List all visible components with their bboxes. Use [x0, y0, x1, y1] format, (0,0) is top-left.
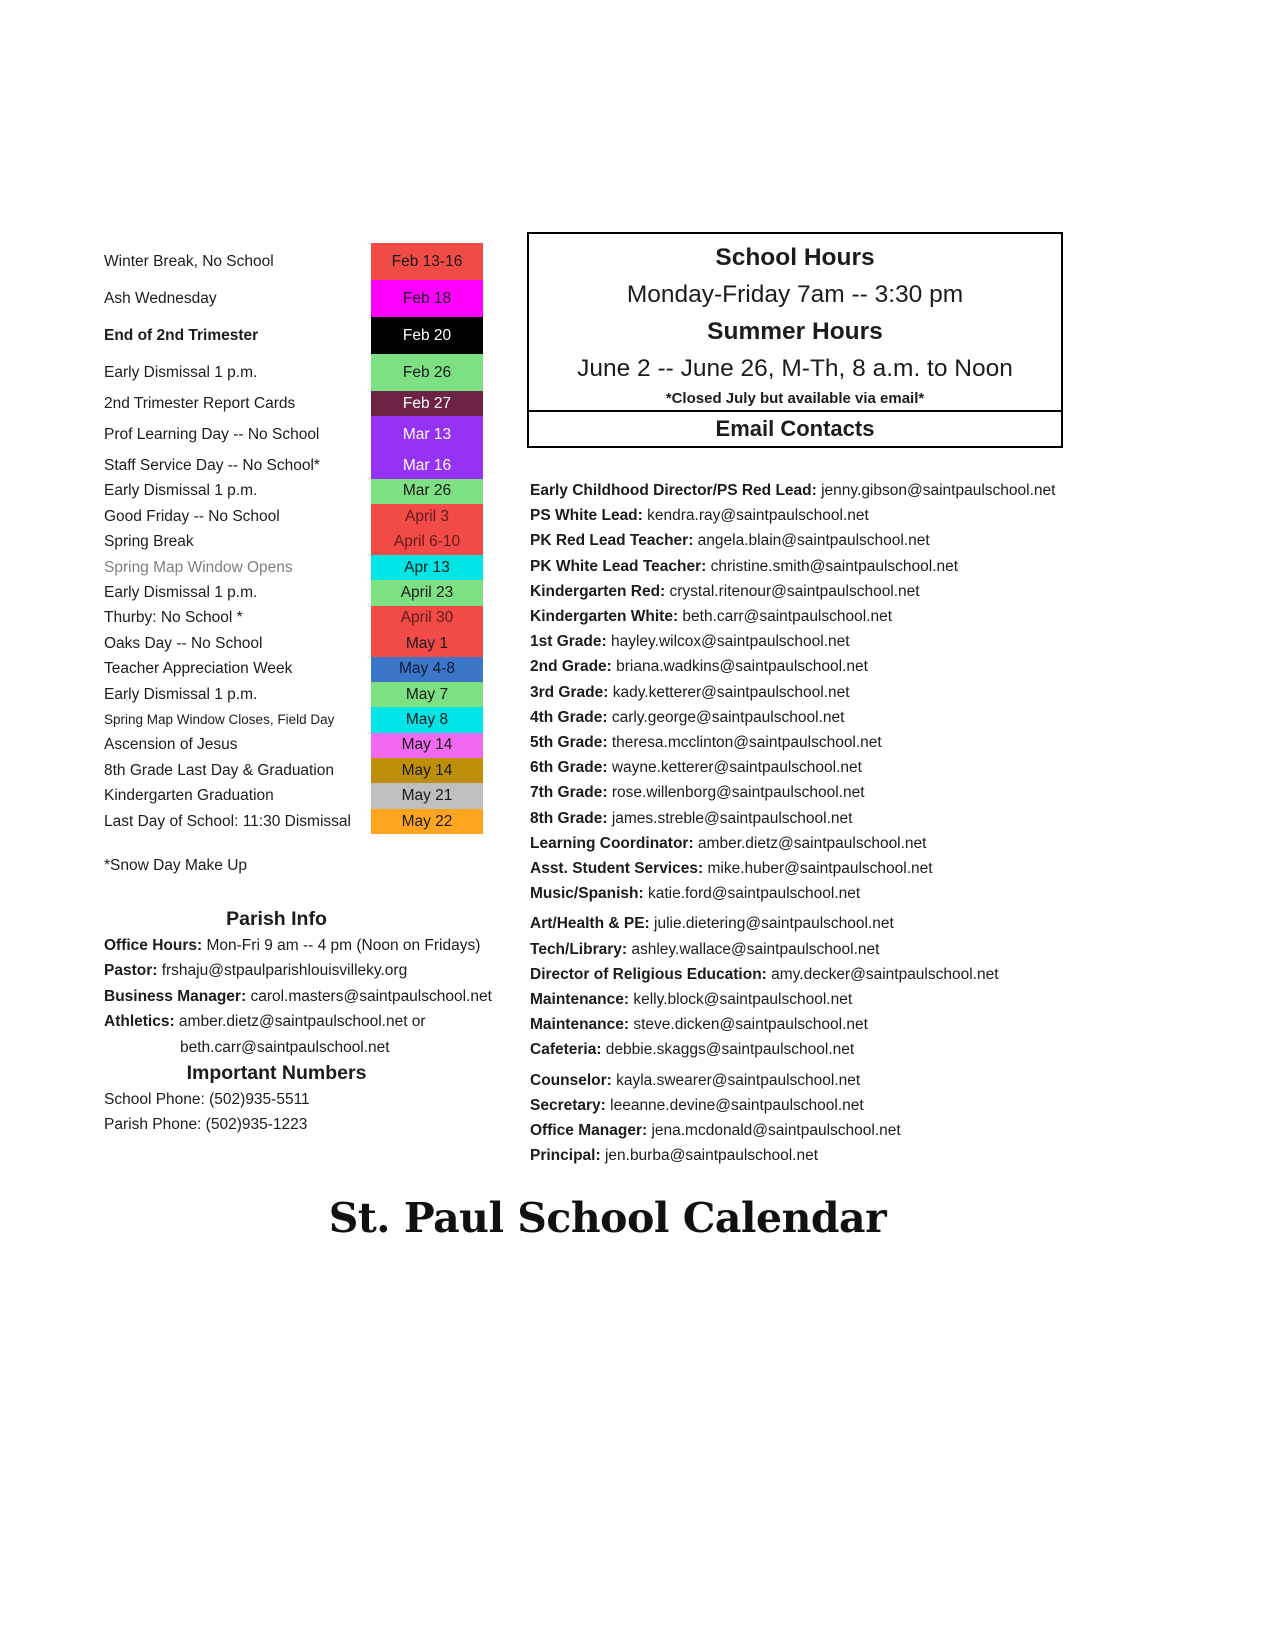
contact-email: james.streble@saintpaulschool.net	[607, 809, 853, 827]
email-contact-line	[530, 554, 1150, 579]
calendar-event-label: Spring Break	[104, 533, 194, 551]
calendar-event-label: 8th Grade Last Day & Graduation	[104, 761, 335, 779]
calendar-date-badge: May 1	[371, 631, 483, 656]
calendar-date-badge: May 14	[371, 758, 483, 783]
calendar-event-label: Thurby: No School *	[104, 609, 243, 627]
calendar-event-label: Spring Map Window Opens	[104, 558, 293, 576]
contact-role-label: Kindergarten Red:	[530, 582, 666, 600]
email-contact-line	[530, 911, 1150, 936]
calendar-row	[104, 580, 483, 605]
calendar-row	[104, 354, 483, 391]
contact-role-label: 6th Grade:	[530, 759, 608, 777]
calendar-event-label: Teacher Appreciation Week	[104, 660, 293, 678]
email-contact-line	[530, 1012, 1150, 1037]
calendar-date-badge: April 3	[371, 504, 483, 529]
calendar-date-badge: Mar 16	[371, 453, 483, 478]
contact-role-label: Music/Spanish:	[530, 885, 644, 903]
email-contacts-list	[530, 478, 1150, 1168]
parish-info-lines	[104, 933, 524, 1060]
calendar-event-label: Ash Wednesday	[104, 289, 217, 307]
contact-role-label: Office Manager:	[530, 1122, 648, 1140]
email-contact-line	[530, 503, 1150, 528]
contact-email: carly.george@saintpaulschool.net	[607, 708, 845, 726]
calendar-row	[104, 391, 483, 416]
calendar-date-badge: May 4-8	[371, 657, 483, 682]
contact-role-label: Tech/Library:	[530, 940, 628, 958]
calendar-event-label: Early Dismissal 1 p.m.	[104, 363, 258, 381]
summer-hours-text: June 2 -- June 26, M-Th, 8 a.m. to Noon	[577, 355, 1013, 382]
calendar-event-label: Staff Service Day -- No School*	[104, 457, 320, 475]
contact-role-label: Cafeteria:	[530, 1041, 602, 1059]
parish-info-heading: Parish Info	[226, 908, 327, 930]
calendar-date-badge: April 6-10	[371, 530, 483, 555]
calendar-event-label: Good Friday -- No School	[104, 507, 280, 525]
parish-role-label: Office Hours:	[104, 937, 203, 954]
calendar-date-badge: Feb 18	[371, 280, 483, 317]
calendar-date-badge: May 7	[371, 682, 483, 707]
calendar-row	[104, 453, 483, 478]
email-contact-line	[530, 806, 1150, 831]
calendar-date-badge: Feb 13-16	[371, 243, 483, 280]
contact-email: kayla.swearer@saintpaulschool.net	[611, 1071, 861, 1089]
email-contact-line	[530, 1093, 1150, 1118]
contact-email: beth.carr@saintpaulschool.net	[678, 608, 893, 626]
snow-day-note: *Snow Day Make Up	[104, 857, 248, 874]
calendar-event-label: 2nd Trimester Report Cards	[104, 394, 296, 412]
contact-email: jenny.gibson@saintpaulschool.net	[816, 482, 1056, 499]
contact-email: kady.ketterer@saintpaulschool.net	[608, 683, 850, 701]
email-contact-line	[530, 730, 1150, 755]
email-contact-line	[530, 755, 1150, 780]
contact-email: jen.burba@saintpaulschool.net	[600, 1147, 819, 1165]
parish-info-line: beth.carr@saintpaulschool.net	[180, 1038, 390, 1056]
calendar-row	[104, 707, 483, 732]
email-contact-line	[530, 987, 1150, 1012]
contact-role-label: Asst. Student Services:	[530, 860, 704, 878]
calendar-date-badge: May 22	[371, 809, 483, 834]
contact-role-label: Maintenance:	[530, 1016, 630, 1034]
email-contacts-header-box	[527, 410, 1063, 448]
email-contact-line	[530, 1037, 1150, 1062]
school-hours-box	[527, 232, 1063, 412]
contact-email: rose.willenborg@saintpaulschool.net	[607, 784, 865, 802]
calendar-row	[104, 530, 483, 555]
email-contact-line	[530, 654, 1150, 679]
important-numbers-lines	[104, 1087, 524, 1138]
calendar-date-badge: April 30	[371, 606, 483, 631]
parish-info-section	[104, 906, 524, 1138]
contact-email: amber.dietz@saintpaulschool.net	[693, 834, 927, 852]
calendar-date-badge: Feb 26	[371, 354, 483, 391]
parish-role-label: Pastor:	[104, 962, 158, 980]
contact-email: angela.blain@saintpaulschool.net	[693, 532, 930, 550]
contact-role-label: 3rd Grade:	[530, 683, 609, 701]
contact-email: kendra.ray@saintpaulschool.net	[642, 507, 869, 525]
contact-role-label: Counselor:	[530, 1071, 612, 1089]
contact-email: theresa.mcclinton@saintpaulschool.net	[607, 734, 882, 752]
parish-info-line: Office Hours: Mon-Fri 9 am -- 4 pm (Noon on Fridays)	[104, 937, 481, 954]
contact-role-label: PK Red Lead Teacher:	[530, 532, 694, 550]
parish-info-line: Athletics: amber.dietz@saintpaulschool.net or	[104, 1013, 426, 1031]
calendar-date-badge: Feb 20	[371, 317, 483, 354]
contact-email: jena.mcdonald@saintpaulschool.net	[647, 1122, 901, 1140]
contact-role-label: Learning Coordinator:	[530, 834, 694, 852]
parish-role-label: Athletics:	[104, 1013, 175, 1031]
email-contact-line	[530, 680, 1150, 705]
calendar-row	[104, 606, 483, 631]
calendar-row	[104, 682, 483, 707]
email-contact-line	[530, 705, 1150, 730]
email-contact-line	[530, 831, 1150, 856]
email-contact-line	[530, 881, 1150, 906]
email-contact-line	[530, 528, 1150, 553]
calendar-row	[104, 280, 483, 317]
parish-info-line: Business Manager: carol.masters@saintpaulschool.net	[104, 987, 492, 1005]
contact-role-label: Maintenance:	[530, 991, 630, 1009]
contact-role-label: 1st Grade:	[530, 633, 607, 651]
email-contact-line	[530, 604, 1150, 629]
calendar-event-label: End of 2nd Trimester	[104, 326, 259, 344]
calendar-date-badge: May 14	[371, 733, 483, 758]
phone-number-line: Parish Phone: (502)935-1223	[104, 1116, 308, 1134]
email-contact-line	[530, 962, 1150, 987]
calendar-row	[104, 631, 483, 656]
contact-role-label: PS White Lead:	[530, 507, 643, 525]
contact-role-label: PK White Lead Teacher:	[530, 557, 707, 575]
calendar-event-label: Early Dismissal 1 p.m.	[104, 584, 258, 602]
calendar-event-label: Early Dismissal 1 p.m.	[104, 685, 258, 703]
contact-role-label: 4th Grade:	[530, 708, 608, 726]
contact-email: wayne.ketterer@saintpaulschool.net	[607, 759, 862, 777]
contact-email: ashley.wallace@saintpaulschool.net	[627, 940, 880, 958]
email-contact-line	[530, 1118, 1150, 1143]
parish-info-line: Pastor: frshaju@stpaulparishlouisvilleky.org	[104, 962, 408, 980]
phone-number-line: School Phone: (502)935-5511	[104, 1091, 310, 1109]
contact-role-label: 5th Grade:	[530, 734, 608, 752]
calendar-date-badge: May 8	[371, 707, 483, 732]
calendar-row	[104, 657, 483, 682]
contact-email: steve.dicken@saintpaulschool.net	[629, 1016, 868, 1034]
calendar-table	[104, 243, 483, 834]
email-contact-line	[530, 937, 1150, 962]
contact-email: katie.ford@saintpaulschool.net	[643, 885, 861, 903]
calendar-date-badge: Mar 26	[371, 479, 483, 504]
contact-role-label: Early Childhood Director/PS Red Lead:	[530, 482, 817, 499]
parish-role-label: Business Manager:	[104, 987, 247, 1005]
contact-role-label: 8th Grade:	[530, 809, 608, 827]
email-contact-line	[530, 579, 1150, 604]
contact-role-label: 7th Grade:	[530, 784, 608, 802]
contact-role-label: Art/Health & PE:	[530, 915, 650, 933]
contact-email: amy.decker@saintpaulschool.net	[766, 965, 999, 983]
summer-hours-heading: Summer Hours	[707, 318, 883, 345]
calendar-event-label: Winter Break, No School	[104, 252, 274, 270]
contact-role-label: Principal:	[530, 1147, 601, 1165]
calendar-event-label: Early Dismissal 1 p.m.	[104, 482, 258, 500]
calendar-date-badge: May 21	[371, 783, 483, 808]
calendar-date-badge: Feb 27	[371, 391, 483, 416]
calendar-date-badge: Apr 13	[371, 555, 483, 580]
contact-email: crystal.ritenour@saintpaulschool.net	[665, 582, 920, 600]
calendar-row	[104, 479, 483, 504]
calendar-row	[104, 243, 483, 280]
email-contact-line	[530, 629, 1150, 654]
calendar-event-label: Spring Map Window Closes, Field Day	[104, 712, 335, 728]
email-contacts-heading: Email Contacts	[715, 416, 875, 441]
calendar-row	[104, 416, 483, 453]
calendar-date-badge: April 23	[371, 580, 483, 605]
contact-email: kelly.block@saintpaulschool.net	[629, 991, 853, 1009]
page-title: St. Paul School Calendar	[328, 1194, 887, 1242]
calendar-event-label: Oaks Day -- No School	[104, 634, 263, 652]
calendar-event-label: Prof Learning Day -- No School	[104, 425, 320, 443]
calendar-date-badge: Mar 13	[371, 416, 483, 453]
important-numbers-heading: Important Numbers	[186, 1062, 367, 1085]
school-hours-text: Monday-Friday 7am -- 3:30 pm	[626, 281, 964, 308]
calendar-event-label: Kindergarten Graduation	[104, 787, 274, 805]
calendar-row	[104, 758, 483, 783]
contact-role-label: Director of Religious Education:	[530, 965, 767, 983]
school-hours-heading: School Hours	[715, 244, 875, 271]
contact-email: leeanne.devine@saintpaulschool.net	[605, 1096, 864, 1114]
calendar-event-label: Last Day of School: 11:30 Dismissal	[104, 812, 351, 830]
contact-email: hayley.wilcox@saintpaulschool.net	[606, 633, 850, 651]
calendar-row	[104, 733, 483, 758]
contact-role-label: Secretary:	[530, 1096, 606, 1114]
contact-email: debbie.skaggs@saintpaulschool.net	[601, 1041, 855, 1059]
calendar-row	[104, 783, 483, 808]
closed-july-note: *Closed July but available via email*	[665, 390, 925, 407]
email-contact-line	[530, 478, 1150, 503]
email-contact-line	[530, 1143, 1150, 1168]
calendar-row	[104, 555, 483, 580]
calendar-row	[104, 317, 483, 354]
calendar-event-label: Ascension of Jesus	[104, 736, 238, 754]
calendar-row	[104, 504, 483, 529]
email-contact-line	[530, 1068, 1150, 1093]
contact-email: briana.wadkins@saintpaulschool.net	[611, 658, 868, 676]
email-contact-line	[530, 856, 1150, 881]
contact-email: julie.dietering@saintpaulschool.net	[649, 915, 894, 933]
contact-role-label: 2nd Grade:	[530, 658, 612, 676]
email-contact-line	[530, 780, 1150, 805]
contact-email: christine.smith@saintpaulschool.net	[706, 557, 959, 575]
contact-role-label: Kindergarten White:	[530, 608, 679, 626]
calendar-row	[104, 809, 483, 834]
contact-email: mike.huber@saintpaulschool.net	[703, 860, 933, 878]
